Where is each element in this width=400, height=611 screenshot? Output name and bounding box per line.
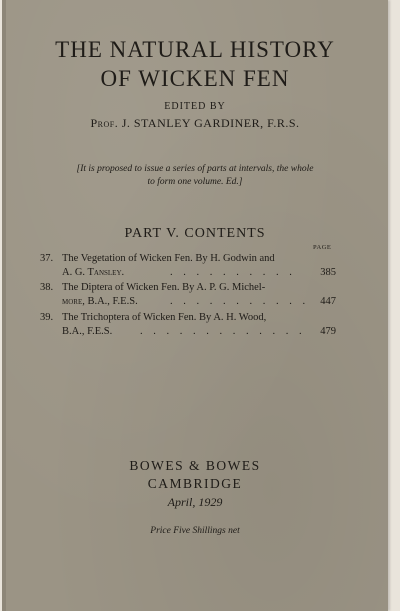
title-line-1: THE NATURAL HISTORY [55, 37, 335, 62]
page-column-header: PAGE [313, 244, 332, 251]
entry-leader-dots: . . . . . . . . . . . . . [140, 326, 306, 337]
entry-number: 38. [40, 282, 54, 293]
series-note-line-1: [It is proposed to issue a series of parts at intervals, the whole [76, 164, 314, 174]
book-cover [2, 0, 388, 611]
entry-title-line-2: more, B.A., F.E.S. [62, 296, 138, 307]
entry-title-line-1: The Trichoptera of Wicken Fen. By A. H. Wood, [62, 312, 267, 323]
publisher-city: CAMBRIDGE [147, 476, 243, 491]
entry-number: 39. [40, 312, 54, 323]
publication-date: April, 1929 [167, 495, 223, 509]
series-note [62, 163, 328, 189]
entry-page-number: 479 [320, 326, 336, 337]
publisher-name: BOWES & BOWES [129, 458, 261, 473]
entry-number: 37. [40, 253, 54, 264]
entry-leader-dots: . . . . . . . . . . [170, 267, 296, 278]
title-line-2: OF WICKEN FEN [100, 66, 290, 91]
entry-leader-dots: . . . . . . . . . . . [170, 296, 310, 307]
entry-title-line-1: The Diptera of Wicken Fen. By A. P. G. Michel- [62, 282, 266, 293]
entry-page-number: 447 [320, 296, 336, 307]
entry-title-line-1: The Vegetation of Wicken Fen. By H. Godwin and [62, 253, 275, 264]
series-note-line-2: to form one volume. Ed.] [147, 177, 243, 187]
entry-title-line-2: B.A., F.E.S. [62, 326, 113, 337]
entry-page-number: 385 [320, 267, 336, 278]
contents-heading: PART V. CONTENTS [124, 226, 266, 241]
price-note: Price Five Shillings net [150, 526, 240, 536]
editor-name: Prof. J. STANLEY GARDINER, F.R.S. [90, 116, 300, 130]
entry-title-line-2: A. G. Tansley. [62, 267, 125, 278]
cover-edge [2, 0, 6, 611]
edited-by-label: EDITED BY [164, 101, 226, 112]
